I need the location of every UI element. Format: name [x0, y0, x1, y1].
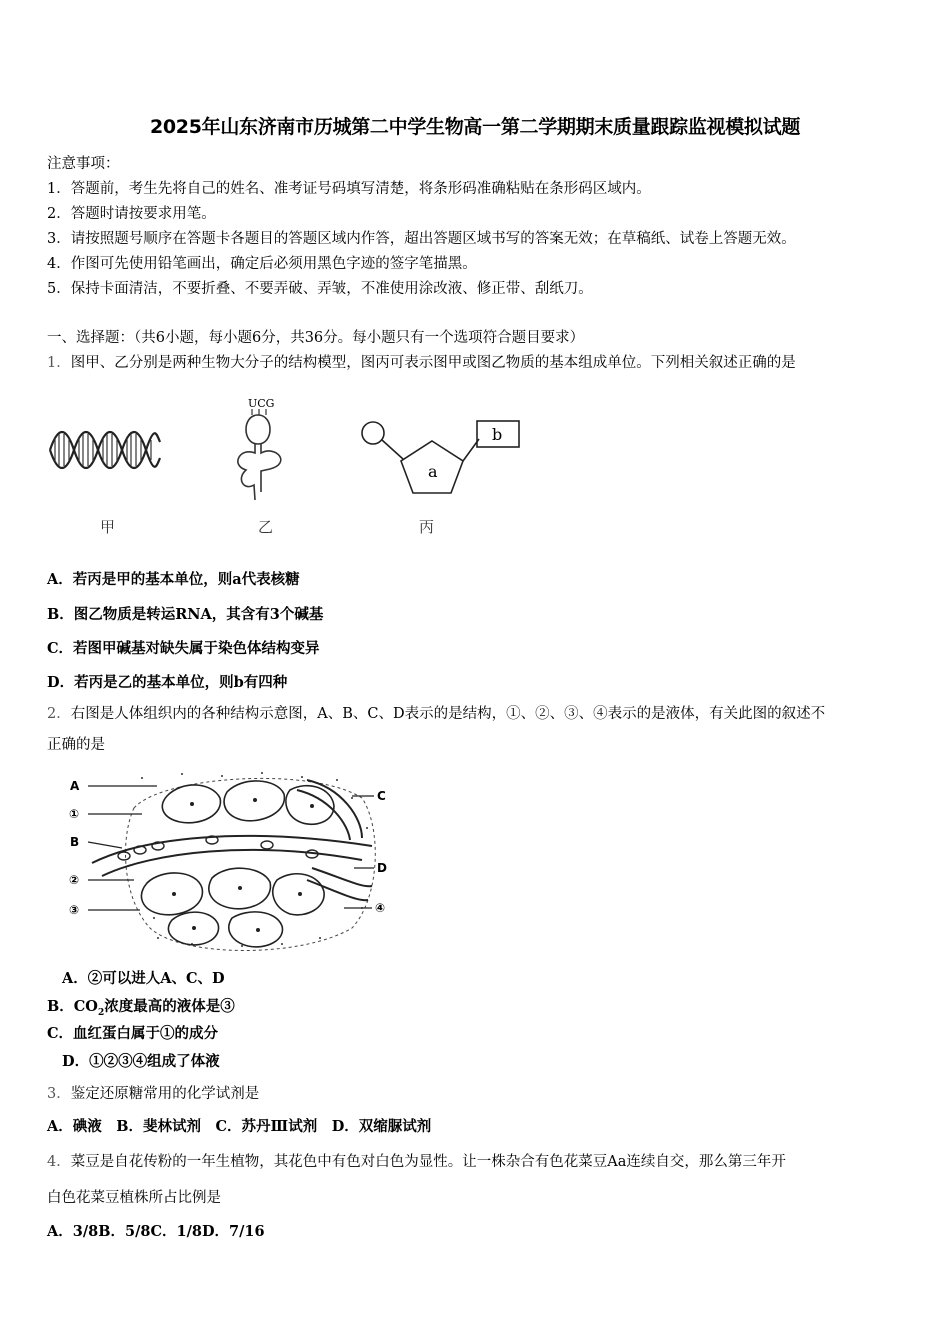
dna-strand-1	[50, 432, 160, 468]
question-2-stem-line1	[47, 702, 825, 723]
question-3-number: 3．	[47, 1086, 71, 1102]
page-title: 2025年山东济南市历城第二中学生物高一第二学期期末质量跟踪监视模拟试题	[149, 116, 801, 138]
question-4-text-line1: 菜豆是自花传粉的一年生植物，其花色中有色对白色为显性。让一株杂合有色花菜豆Aa连续自交，那么第三年开	[70, 1154, 786, 1170]
dna-double-helix-figure	[48, 422, 163, 477]
notice-item-5: 5．保持卡面清洁，不要折叠、不要弄破、弄皱，不准使用涂改液、修正带、刮纸刀。	[47, 281, 593, 297]
trna-anticodon-label: UCG	[248, 397, 275, 410]
question-2-stem-line2: 正确的是	[47, 737, 105, 753]
notice-item-4: 4．作图可先使用铅笔画出，确定后必须用黑色字迹的签字笔描黑。	[47, 256, 477, 272]
question-2-number: 2．	[47, 706, 71, 722]
notice-item-1: 1．答题前，考生先将自己的姓名、准考证号码填写清楚，将条形码准确粘贴在条形码区域内。	[47, 181, 651, 197]
notice-item-3: 3．请按照题号顺序在答题卡各题目的答题区域内作答，超出答题区域书写的答案无效；在草稿纸、试卷上答题无效。	[47, 231, 796, 247]
label-D: D	[377, 861, 387, 875]
nucleotide-figure	[355, 415, 530, 500]
pentose-label: a	[428, 462, 438, 481]
section-heading: 一、选择题：（共6小题，每小题6分，共36分。每小题只有一个选项符合题目要求）	[47, 330, 585, 346]
question-2-option-b-subscript: 2	[97, 1007, 105, 1018]
figure-label-jia: 甲	[100, 518, 116, 536]
label-1: ①	[69, 807, 80, 821]
label-2: ②	[69, 873, 80, 887]
phosphate-circle	[362, 422, 384, 444]
question-3-text: 鉴定还原糖常用的化学试剂是	[70, 1086, 260, 1102]
question-1-text: 图甲、乙分别是两种生物大分子的结构模型，图丙可表示图甲或图乙物质的基本组成单位。下列相关叙述正确的是	[70, 355, 796, 371]
tissue-structure-figure	[62, 768, 402, 958]
figure-label-bing: 丙	[419, 518, 435, 536]
dna-strand-2	[50, 432, 160, 468]
question-4-stem-line2: 白色花菜豆植株所占比例是	[47, 1190, 221, 1206]
question-1-option-b: B．图乙物质是转运RNA，其含有3个碱基	[47, 606, 324, 623]
question-2-option-a: A．②可以进人A、C、D	[62, 970, 225, 987]
question-1-stem	[47, 351, 796, 372]
question-4-number: 4．	[47, 1154, 71, 1170]
trna-figure	[228, 395, 298, 505]
question-1-number: 1．	[47, 355, 71, 371]
question-2-option-b	[47, 995, 235, 1018]
label-3: ③	[69, 903, 80, 917]
label-4: ④	[375, 901, 386, 915]
question-2-option-b-suffix: 浓度最高的液体是③	[104, 998, 235, 1015]
figure-label-yi: 乙	[258, 518, 274, 536]
question-3-options: A．碘液 B．斐林试剂 C．苏丹Ⅲ试剂 D．双缩脲试剂	[47, 1118, 432, 1135]
notice-item-2: 2．答题时请按要求用笔。	[47, 206, 216, 222]
notice-heading: 注意事项：	[47, 156, 120, 172]
question-4-options: A．3/8B．5/8C．1/8D．7/16	[47, 1223, 265, 1240]
question-2-text-line1: 右图是人体组织内的各种结构示意图，A、B、C、D表示的是结构，①、②、③、④表示的是液体，有关此图的叙述不	[70, 706, 826, 722]
question-1-option-a: A．若丙是甲的基本单位，则a代表核糖	[47, 571, 300, 588]
question-1-option-c: C．若图甲碱基对缺失属于染色体结构变异	[47, 640, 320, 657]
base-label: b	[492, 425, 503, 444]
label-B: B	[70, 835, 80, 849]
label-C: C	[377, 789, 386, 803]
question-2-option-d: D．①②③④组成了体液	[62, 1053, 220, 1070]
question-4-stem-line1	[47, 1150, 786, 1171]
question-2-option-b-prefix: B．CO	[47, 998, 98, 1015]
label-A: A	[70, 779, 80, 793]
question-2-option-c: C．血红蛋白属于①的成分	[47, 1025, 219, 1042]
question-3-stem	[47, 1082, 259, 1103]
question-1-option-d: D．若丙是乙的基本单位，则b有四种	[47, 674, 288, 691]
